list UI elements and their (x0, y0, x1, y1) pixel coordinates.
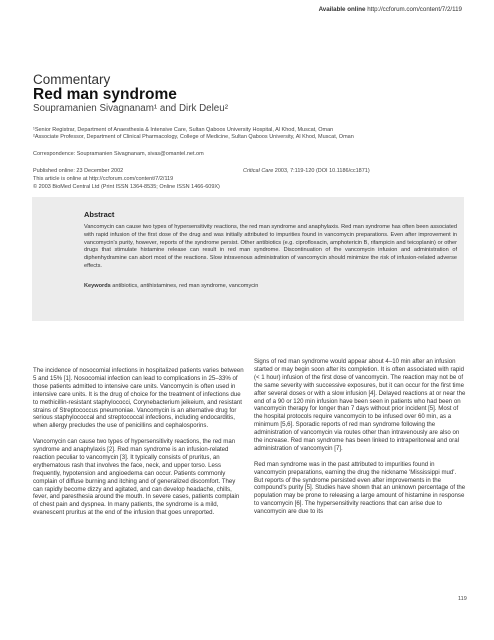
paragraph: The incidence of nosocomial infections in hospitalized patients varies between 5 and 15% [1]. Nosocomial infection can lead to complications in 25–33% of those patients admitted to intensive care units. Vancomycin is often used in intensive care units. It is the drug of choice for the treatment of infections due to methicillin-resistant staphylococci, Corynebacterium jeikeium, and resistant strains of Streptococcus pneumoniae. Vancomycin is an alternative drug for serious staphylococcal and streptococcal infections, including endocarditis, when allergy precludes the use of penicillins and cephalosporins. (33, 367, 244, 430)
page-number: 119 (458, 596, 467, 602)
keywords-label: Keywords (84, 283, 111, 289)
available-label: Available online (318, 6, 366, 13)
author-list: Soupramanien Sivagnanam¹ and Dirk Deleu² (33, 103, 228, 114)
journal-citation (243, 168, 370, 174)
abstract-text: Vancomycin can cause two types of hypersensitivity reactions, the red man syndrome and anaphylaxis. Red man syndrome has often been associated with rapid infusion of the first dose of the drug and was initially attributed to impurities found in vancomycin preparations. Even after improvement in vancomycin's purity, however, reports of the syndrome persist. Other antibiotics (e.g. ciprofloxacin, amphotericin B, rifampicin and teicoplanin) or other drugs that stimulate histamine release can result in red man syndrome. Discontinuation of the vancomycin infusion and administration of diphenhydramine can abort most of the reactions. Slow intravenous administration of vancomycin should minimize the risk of infusion-related adverse effects. (84, 224, 457, 269)
body-column-right (254, 358, 466, 524)
affiliation-2: ²Associate Professor, Department of Clinical Pharmacology, College of Medicine, Sultan Qaboos University, Al Khod, Muscat, Oman (33, 134, 354, 140)
article-title: Red man syndrome (33, 86, 177, 103)
correspondence: Correspondence: Soupramanien Sivagnanam, sivas@omantel.net.om (33, 151, 204, 157)
journal-name: Critical Care (243, 168, 274, 174)
abstract-heading: Abstract (84, 210, 115, 219)
publication-info (33, 168, 220, 191)
copyright: © 2003 BioMed Central Ltd (Print ISSN 1364-8535; Online ISSN 1466-609X) (33, 183, 220, 190)
paragraph: Vancomycin can cause two types of hypersensitivity reactions, the red man syndrome and anaphylaxis [2]. Red man syndrome is an infusion-related reaction peculiar to vancomycin [3]. It typically consists of pruritus, an erythematous rash that involves the face, neck, and upper torso. Less frequently, hypotension and angioedema can occur. Patients commonly complain of diffuse burning and itching and of generalized discomfort. They can rapidly become dizzy and agitated, and can develop headache, chills, fever, and paresthesia around the mouth. In severe cases, patients complain of chest pain and dyspnea. In many patients, the syndrome is a mild, evanescent pruritus at the end of the infusion that goes unreported. (33, 438, 240, 517)
paragraph: Signs of red man syndrome would appear about 4–10 min after an infusion started or may begin soon after its completion. It is often associated with rapid (< 1 hour) infusion of the first dose of vancomycin. The reaction may not be of the same severity with successive exposures, but it can occur for the first time after several doses or with a slow infusion [4]. Delayed reactions at or near the end of a 90 or 120 min infusion have been seen in patients who had been on vancomycin therapy for longer than 7 days without prior incident [5]. Most of the hospital protocols require vancomycin to be infused over 60 min, as a minimum [5,6]. Sporadic reports of red man syndrome following the administration of vancomycin via routes other than intravenously are also on the increase. Red man syndrome has been linked to intraperitoneal and oral administration of vancomycin [7]. (254, 358, 466, 452)
availability-line (319, 6, 462, 13)
online-location: This article is online at http://ccforum.com/content/7/2/119 (33, 175, 174, 182)
keywords-list: antibiotics, antihistamines, red man syndrome, vancomycin (110, 283, 259, 289)
keywords (84, 283, 457, 289)
paragraph: Red man syndrome was in the past attributed to impurities found in vancomycin preparations, earning the drug the nickname 'Mississippi mud'. But reports of the syndrome persisted even after improvements in the compound's purity [5]. Studies have shown that an unknown percentage of the population may be prone to releasing a large amount of histamine in response to vancomycin [6]. The hypersensitivity reactions that can arise due to vancomycin are due to its (254, 460, 466, 516)
affiliation-1: ¹Senior Registrar, Department of Anaesthesia & Intensive Care, Sultan Qaboos University Hospital, Al Khod, Muscat, Oman (33, 127, 334, 133)
article-type: Commentary (33, 72, 111, 87)
published-date: Published online: 23 December 2002 (33, 168, 124, 174)
article-url[interactable]: http://ccforum.com/content/7/2/119 (367, 6, 462, 13)
body-column-left (33, 367, 245, 525)
citation-detail: 2003, 7:119-120 (DOI 10.1186/cc1871) (273, 168, 370, 174)
